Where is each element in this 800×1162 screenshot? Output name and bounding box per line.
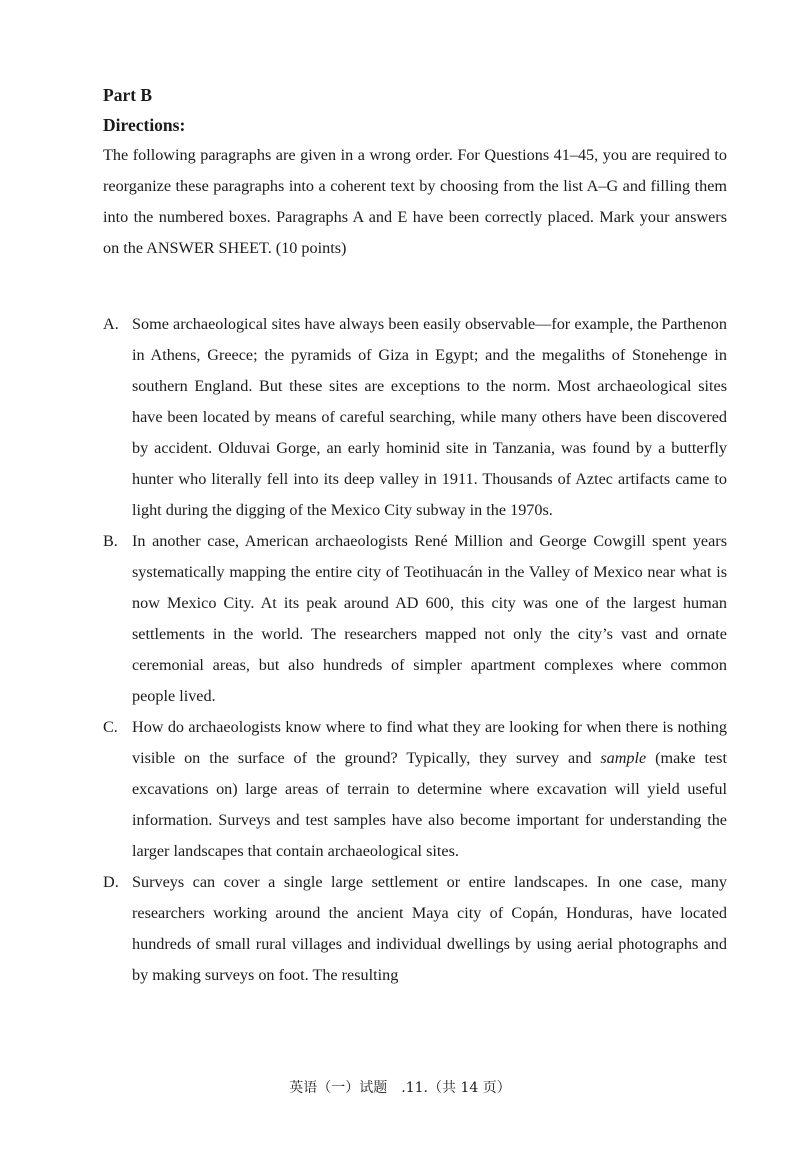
- italic-term: sample: [600, 749, 647, 767]
- paragraph-letter: A.: [103, 315, 119, 333]
- paragraph-letter: C.: [103, 718, 118, 736]
- directions-text: The following paragraphs are given in a wrong order. For Questions 41–45, you are required to reorganize these paragraphs into a coherent text by choosing from the list A–G and filling them into the numbered boxes. Paragraphs A and E have been correctly placed. Mark your answers on the ANSWER SHEET. (10 points): [103, 146, 727, 257]
- paragraph-letter: D.: [103, 873, 119, 891]
- paragraph-text: Surveys can cover a single large settlement or entire landscapes. In one case, many researchers working around the ancient Maya city of Copán, Honduras, have located hundreds of small rural villages and individual dwellings by using aerial photographs and by making surveys on foot. The resulting: [132, 873, 727, 984]
- paragraph-text-before: How do archaeologists know where to find what they are looking for when there is nothing visible on the surface of the ground? Typically, they survey and: [132, 718, 727, 767]
- directions-label: Directions:: [103, 115, 186, 135]
- paragraph-text: Some archaeological sites have always been easily observable—for example, the Parthenon in Athens, Greece; the pyramids of Giza in Egypt; and the megaliths of Stonehenge in southern England. But these sites are exceptions to the norm. Most archaeological sites have been located by means of careful searching, while many others have been discovered by accident. Olduvai Gorge, an early hominid site in Tanzania, was found by a butterfly hunter who literally fell into its deep valley in 1911. Thousands of Aztec artifacts came to light during the digging of the Mexico City subway in the 1970s.: [132, 315, 727, 519]
- paragraph-text: In another case, American archaeologists René Million and George Cowgill spent years systematically mapping the entire city of Teotihuacán in the Valley of Mexico near what is now Mexico City. At its peak around AD 600, this city was one of the largest human settlements in the world. The researchers mapped not only the city’s vast and ornate ceremonial areas, but also hundreds of simpler apartment complexes where common people lived.: [132, 532, 727, 705]
- page-content: [103, 80, 727, 991]
- part-title: Part B: [103, 85, 153, 105]
- paragraph-text-after: (make test excavations on) large areas of terrain to determine where excavation will yield useful information. Surveys and test samples have also become important for understanding the larger landscapes that contain archaeological sites.: [132, 749, 727, 860]
- paragraph-d: [103, 867, 727, 991]
- paragraph-a: [103, 309, 727, 526]
- paragraph-text: [132, 712, 727, 867]
- paragraph-b: [103, 526, 727, 712]
- paragraph-letter: B.: [103, 532, 118, 550]
- paragraph-list: [103, 309, 727, 991]
- page-footer: 英语（一）试题 .11.（共 14 页）: [289, 1080, 511, 1096]
- paragraph-c: [103, 712, 727, 867]
